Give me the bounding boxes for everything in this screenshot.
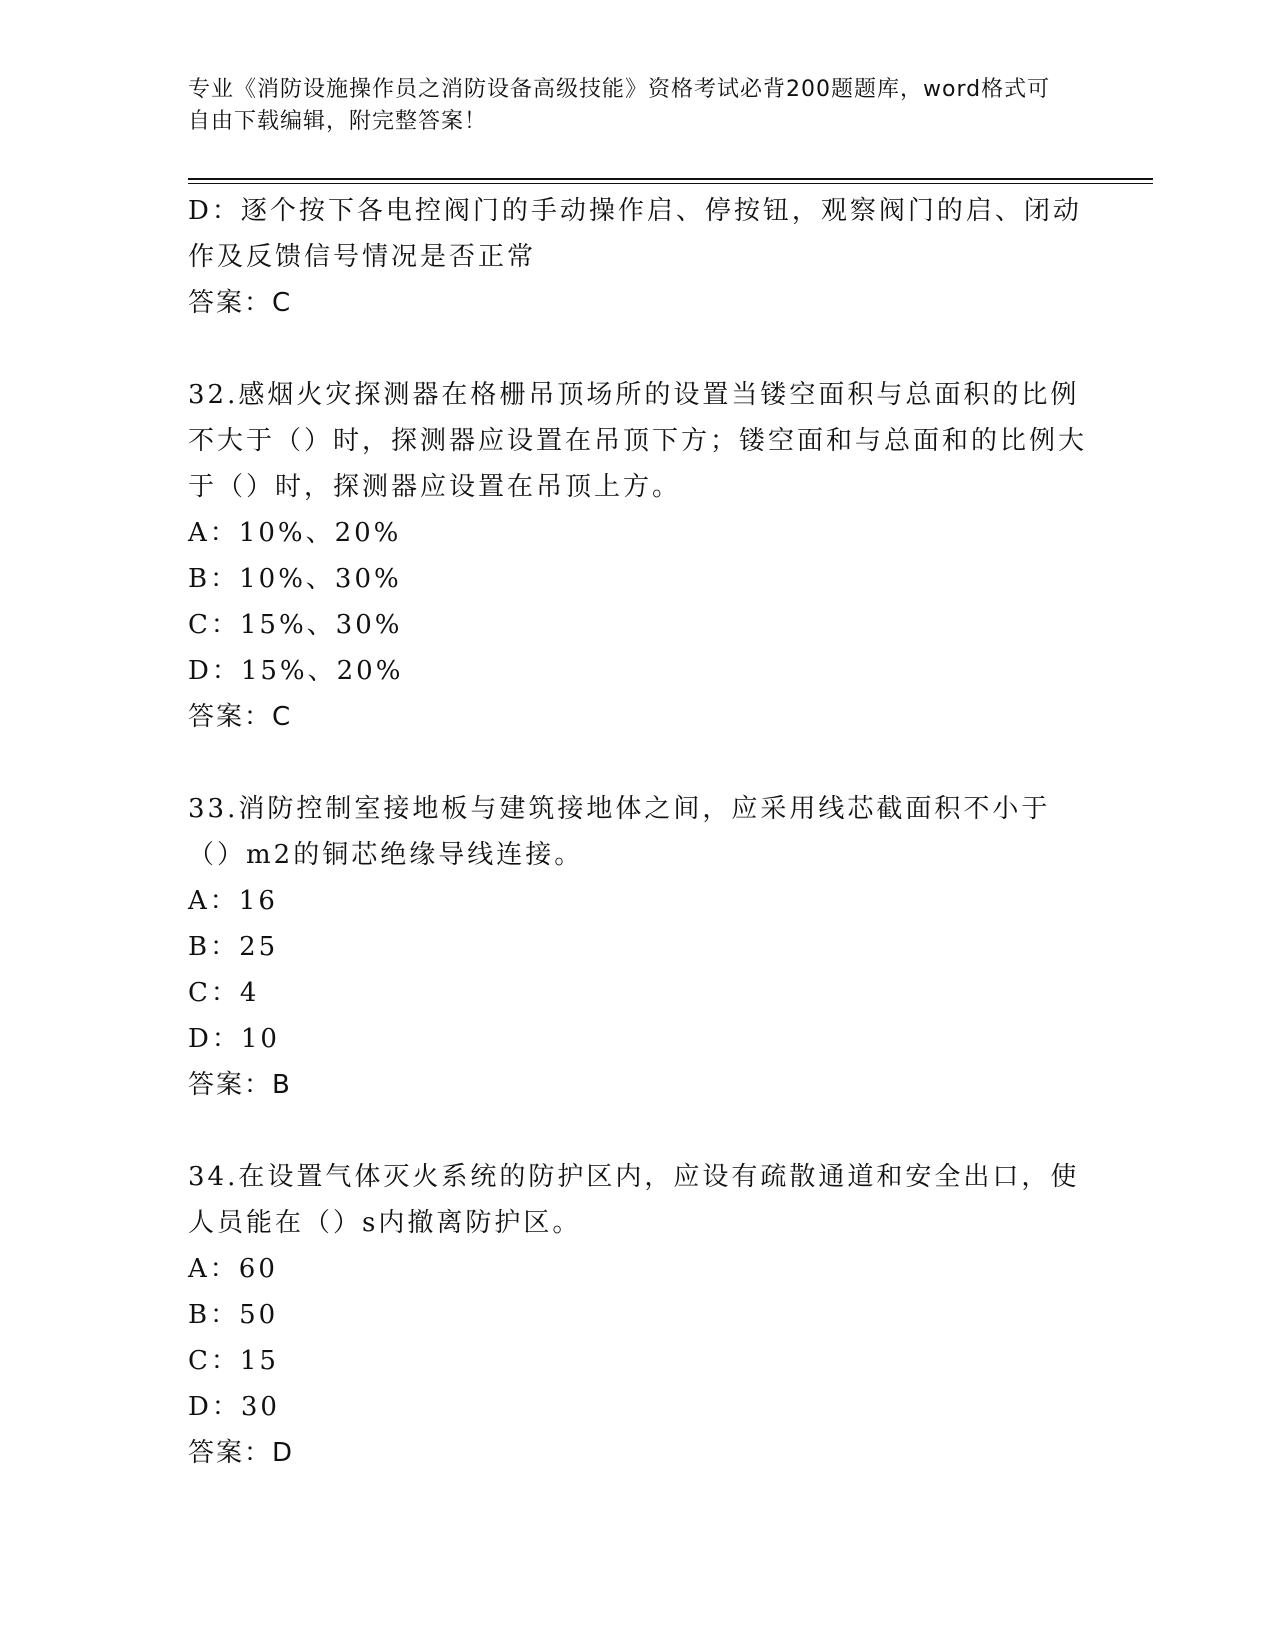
answer-line: 答案：B bbox=[188, 1070, 292, 1100]
question-stem: 33.消防控制室接地板与建筑接地体之间，应采用线芯截面积不小于（）m2的铜芯绝缘导线连接。 bbox=[188, 794, 1051, 870]
question-block-33 bbox=[188, 786, 1088, 1108]
option-a: A：16 bbox=[188, 886, 278, 916]
option-a: A：10%、20% bbox=[188, 518, 402, 548]
question-stem: 34.在设置气体灭火系统的防护区内，应设有疏散通道和安全出口，使人员能在（）s内撤离防护区。 bbox=[188, 1162, 1080, 1238]
option-c: C：4 bbox=[188, 978, 260, 1008]
option-b: B：10%、30% bbox=[188, 564, 402, 594]
option-d: D：10 bbox=[188, 1024, 280, 1054]
block-spacer bbox=[188, 1108, 1088, 1154]
option-a: A：60 bbox=[188, 1254, 278, 1284]
document-body bbox=[188, 188, 1088, 1476]
option-d: D：15%、20% bbox=[188, 656, 404, 686]
answer-line: 答案：D bbox=[188, 1438, 295, 1468]
question-block-34 bbox=[188, 1154, 1088, 1476]
question-block-32 bbox=[188, 372, 1088, 740]
block-spacer bbox=[188, 326, 1088, 372]
header-divider-thin bbox=[188, 183, 1153, 184]
option-b: B：25 bbox=[188, 932, 279, 962]
carryover-option-d: D：逐个按下各电控阀门的手动操作启、停按钮，观察阀门的启、闭动作及反馈信号情况是否正常 bbox=[188, 196, 1082, 272]
answer-line: 答案：C bbox=[188, 702, 293, 732]
option-b: B：50 bbox=[188, 1300, 279, 1330]
option-c: C：15 bbox=[188, 1346, 279, 1376]
block-spacer bbox=[188, 740, 1088, 786]
carryover-answer: 答案：C bbox=[188, 288, 293, 318]
document-header: 专业《消防设施操作员之消防设备高级技能》资格考试必背200题题库，word格式可自由下载编辑，附完整答案！ bbox=[188, 77, 1051, 134]
header-divider-thick bbox=[188, 178, 1153, 180]
option-c: C：15%、30% bbox=[188, 610, 403, 640]
question-stem: 32.感烟火灾探测器在格栅吊顶场所的设置当镂空面积与总面积的比例不大于（）时，探测器应设置在吊顶下方；镂空面和与总面和的比例大于（）时，探测器应设置在吊顶上方。 bbox=[188, 380, 1088, 502]
option-d: D：30 bbox=[188, 1392, 280, 1422]
